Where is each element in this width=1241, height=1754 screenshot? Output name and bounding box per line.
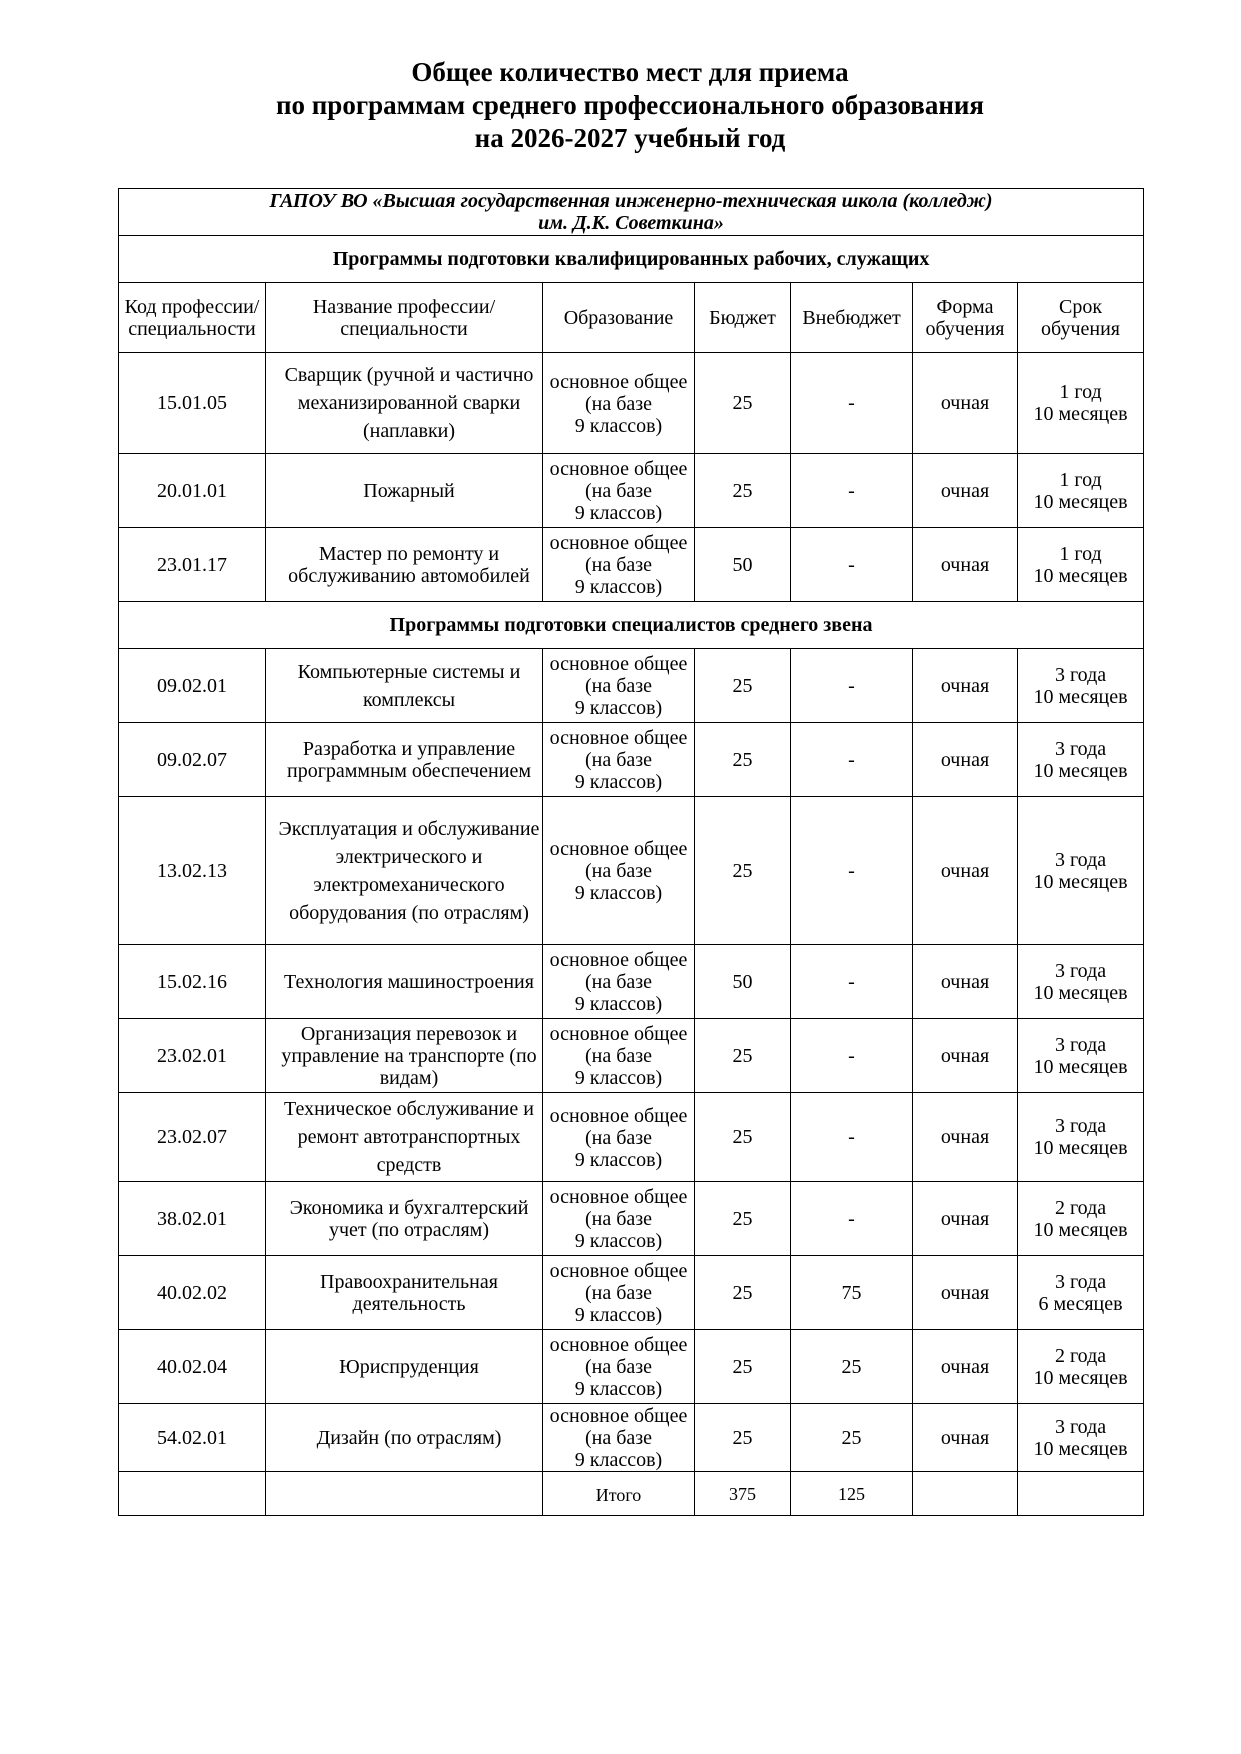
- education-line: основное общее: [549, 1405, 688, 1427]
- budget-places: 25: [695, 1330, 791, 1404]
- org-row: [119, 189, 1144, 236]
- section-row: [119, 236, 1144, 283]
- education-line: 9 классов): [574, 576, 663, 598]
- study-form: очная: [913, 454, 1018, 528]
- title-line-1: Общее количество мест для приема: [411, 57, 849, 87]
- study-term: [1018, 1256, 1144, 1330]
- budget-places: 25: [695, 649, 791, 723]
- program-name: Организация перевозок и управление на транспорте (по видам): [266, 1019, 543, 1093]
- education-line: основное общее: [549, 370, 688, 393]
- program-code: 15.02.16: [119, 945, 266, 1019]
- program-code: 54.02.01: [119, 1404, 266, 1472]
- table-row: [119, 945, 1144, 1019]
- section-row: [119, 602, 1144, 649]
- education-line: основное общее: [549, 1023, 688, 1045]
- table-row: [119, 723, 1144, 797]
- budget-places: 25: [695, 1256, 791, 1330]
- study-form: очная: [913, 945, 1018, 1019]
- education-cell: [543, 723, 695, 797]
- org-name: [119, 189, 1144, 236]
- education-line: основное общее: [549, 1260, 688, 1282]
- education-line: основное общее: [549, 1334, 688, 1356]
- program-name: Технология машиностроения: [266, 945, 543, 1019]
- program-code: 38.02.01: [119, 1182, 266, 1256]
- document-title: [0, 56, 1241, 155]
- program-code: 40.02.04: [119, 1330, 266, 1404]
- education-cell: [543, 1330, 695, 1404]
- program-name: Правоохранительная деятельность: [266, 1256, 543, 1330]
- education-cell: [543, 649, 695, 723]
- table-row: [119, 353, 1144, 454]
- study-term: [1018, 797, 1144, 945]
- program-code: 09.02.07: [119, 723, 266, 797]
- program-name: Компьютерные системы и комплексы: [266, 649, 543, 723]
- study-form: очная: [913, 1019, 1018, 1093]
- extra-budget-places: -: [791, 1093, 913, 1182]
- education-line: (на базе: [584, 749, 653, 771]
- education-cell: [543, 528, 695, 602]
- study-term-years: 3 года: [1054, 1033, 1107, 1056]
- education-line: (на базе: [584, 1356, 653, 1378]
- extra-budget-places: -: [791, 797, 913, 945]
- study-term-months: 6 месяцев: [1038, 1292, 1123, 1315]
- study-term: [1018, 1093, 1144, 1182]
- header-row: [119, 283, 1144, 353]
- study-term-months: 10 месяцев: [1033, 981, 1128, 1004]
- study-term-years: 3 года: [1054, 848, 1107, 871]
- budget-places: 25: [695, 723, 791, 797]
- study-term-years: 3 года: [1054, 663, 1107, 686]
- extra-budget-places: -: [791, 723, 913, 797]
- study-term-years: 3 года: [1054, 1115, 1107, 1137]
- admission-table: [118, 188, 1144, 1516]
- program-code: 13.02.13: [119, 797, 266, 945]
- study-term-months: 10 месяцев: [1033, 1137, 1128, 1159]
- education-line: 9 классов): [574, 1230, 663, 1252]
- education-line: (на базе: [584, 1045, 653, 1067]
- education-line: 9 классов): [574, 502, 663, 524]
- header-term: [1018, 283, 1144, 353]
- education-cell: [543, 1404, 695, 1472]
- table-row: [119, 1404, 1144, 1472]
- study-term-months: 10 месяцев: [1033, 564, 1128, 587]
- study-form: очная: [913, 528, 1018, 602]
- program-name: Разработка и управление программным обеспечением: [266, 723, 543, 797]
- program-name: Дизайн (по отраслям): [266, 1404, 543, 1472]
- education-cell: [543, 353, 695, 454]
- total-empty-name: [266, 1472, 543, 1516]
- header-form-line-2: обучения: [925, 317, 1005, 340]
- table-row: [119, 528, 1144, 602]
- education-cell: [543, 454, 695, 528]
- table-row: [119, 1093, 1144, 1182]
- education-line: 9 классов): [574, 882, 663, 904]
- study-term-years: 1 год: [1059, 468, 1102, 491]
- study-form: очная: [913, 353, 1018, 454]
- education-line: 9 классов): [574, 697, 663, 719]
- table-row: [119, 797, 1144, 945]
- study-form: очная: [913, 649, 1018, 723]
- header-name: [266, 283, 543, 353]
- header-code-line-2: специальности: [128, 317, 256, 340]
- education-cell: [543, 1256, 695, 1330]
- header-form: [913, 283, 1018, 353]
- study-term: [1018, 1019, 1144, 1093]
- education-cell: [543, 797, 695, 945]
- total-empty-code: [119, 1472, 266, 1516]
- program-code: 23.01.17: [119, 528, 266, 602]
- extra-budget-places: 25: [791, 1404, 913, 1472]
- extra-budget-places: -: [791, 649, 913, 723]
- education-line: 9 классов): [574, 1067, 663, 1089]
- extra-budget-places: 75: [791, 1256, 913, 1330]
- education-line: основное общее: [549, 653, 688, 675]
- header-code-line-1: Код профессии/: [124, 295, 260, 318]
- study-term-months: 10 месяцев: [1033, 403, 1128, 425]
- extra-budget-places: -: [791, 454, 913, 528]
- education-line: (на базе: [584, 1126, 653, 1149]
- study-term-months: 10 месяцев: [1033, 1366, 1128, 1389]
- education-line: 9 классов): [574, 771, 663, 793]
- education-line: (на базе: [584, 1427, 653, 1449]
- org-line-2: им. Д.К. Советкина»: [538, 212, 724, 234]
- program-code: 23.02.07: [119, 1093, 266, 1182]
- program-code: 23.02.01: [119, 1019, 266, 1093]
- header-code: [119, 283, 266, 353]
- study-term-months: 10 месяцев: [1033, 685, 1128, 708]
- budget-places: 25: [695, 353, 791, 454]
- program-name: Пожарный: [266, 454, 543, 528]
- education-line: 9 классов): [574, 1148, 663, 1171]
- study-term-years: 1 год: [1059, 542, 1102, 565]
- extra-budget-places: -: [791, 528, 913, 602]
- header-extra-budget: Внебюджет: [791, 283, 913, 353]
- program-name: Эксплуатация и обслуживание электрического и электромеханического оборудования (по отраслям): [266, 797, 543, 945]
- education-line: основное общее: [549, 1104, 688, 1127]
- header-budget: Бюджет: [695, 283, 791, 353]
- study-form: очная: [913, 1256, 1018, 1330]
- table-row: [119, 1256, 1144, 1330]
- program-code: 40.02.02: [119, 1256, 266, 1330]
- education-line: (на базе: [584, 480, 653, 502]
- education-line: (на базе: [584, 971, 653, 993]
- program-code: 09.02.01: [119, 649, 266, 723]
- table-row: [119, 1182, 1144, 1256]
- education-cell: [543, 945, 695, 1019]
- study-term-months: 10 месяцев: [1033, 759, 1128, 782]
- education-line: основное общее: [549, 949, 688, 971]
- study-term: [1018, 1330, 1144, 1404]
- education-line: основное общее: [549, 727, 688, 749]
- extra-budget-places: -: [791, 945, 913, 1019]
- education-line: основное общее: [549, 458, 688, 480]
- budget-places: 50: [695, 945, 791, 1019]
- study-term-months: 10 месяцев: [1033, 1055, 1128, 1078]
- study-term-years: 2 года: [1054, 1196, 1107, 1219]
- total-empty-form: [913, 1472, 1018, 1516]
- table-row: [119, 1330, 1144, 1404]
- study-term-months: 10 месяцев: [1033, 490, 1128, 513]
- education-cell: [543, 1093, 695, 1182]
- education-line: (на базе: [584, 554, 653, 576]
- extra-budget-places: -: [791, 353, 913, 454]
- title-line-3: на 2026-2027 учебный год: [474, 123, 786, 153]
- header-term-line-1: Срок: [1059, 295, 1103, 318]
- education-line: (на базе: [584, 392, 653, 415]
- study-form: очная: [913, 797, 1018, 945]
- study-form: очная: [913, 1330, 1018, 1404]
- study-term: [1018, 945, 1144, 1019]
- total-label: Итого: [543, 1472, 695, 1516]
- study-term-years: 3 года: [1054, 1415, 1107, 1438]
- total-extra-budget: 125: [791, 1472, 913, 1516]
- study-form: очная: [913, 1093, 1018, 1182]
- program-code: 20.01.01: [119, 454, 266, 528]
- study-term: [1018, 353, 1144, 454]
- study-term-years: 3 года: [1054, 959, 1107, 982]
- study-term: [1018, 723, 1144, 797]
- study-term-months: 10 месяцев: [1033, 870, 1128, 893]
- study-form: очная: [913, 1404, 1018, 1472]
- extra-budget-places: -: [791, 1182, 913, 1256]
- study-term: [1018, 649, 1144, 723]
- total-empty-term: [1018, 1472, 1144, 1516]
- org-line-1: ГАПОУ ВО «Высшая государственная инженерно-техническая школа (колледж): [269, 190, 993, 212]
- education-line: 9 классов): [574, 1449, 663, 1471]
- program-name: Юриспруденция: [266, 1330, 543, 1404]
- study-term-years: 3 года: [1054, 737, 1107, 760]
- title-line-2: по программам среднего профессионального образования: [275, 90, 985, 120]
- budget-places: 25: [695, 797, 791, 945]
- budget-places: 25: [695, 1404, 791, 1472]
- program-name: Техническое обслуживание и ремонт автотранспортных средств: [266, 1093, 543, 1182]
- program-name: Экономика и бухгалтерский учет (по отраслям): [266, 1182, 543, 1256]
- table-row: [119, 1019, 1144, 1093]
- education-line: (на базе: [584, 860, 653, 882]
- study-form: очная: [913, 723, 1018, 797]
- education-line: (на базе: [584, 1208, 653, 1230]
- education-line: основное общее: [549, 532, 688, 554]
- section-title: Программы подготовки квалифицированных рабочих, служащих: [119, 236, 1144, 283]
- study-term-months: 10 месяцев: [1033, 1218, 1128, 1241]
- program-code: 15.01.05: [119, 353, 266, 454]
- extra-budget-places: -: [791, 1019, 913, 1093]
- education-line: (на базе: [584, 675, 653, 697]
- program-name: Мастер по ремонту и обслуживанию автомобилей: [266, 528, 543, 602]
- header-form-line-1: Форма: [936, 295, 994, 318]
- total-row: [119, 1472, 1144, 1516]
- header-name-line-1: Название профессии/: [312, 295, 496, 318]
- extra-budget-places: 25: [791, 1330, 913, 1404]
- budget-places: 25: [695, 1019, 791, 1093]
- study-term-years: 2 года: [1054, 1344, 1107, 1367]
- table-row: [119, 454, 1144, 528]
- header-name-line-2: специальности: [340, 317, 468, 340]
- education-line: основное общее: [549, 1186, 688, 1208]
- table-row: [119, 649, 1144, 723]
- education-line: 9 классов): [574, 414, 663, 437]
- budget-places: 25: [695, 1182, 791, 1256]
- header-term-line-2: обучения: [1041, 317, 1121, 340]
- header-education: Образование: [543, 283, 695, 353]
- education-line: 9 классов): [574, 1378, 663, 1400]
- study-term-years: 3 года: [1054, 1270, 1107, 1293]
- education-line: 9 классов): [574, 993, 663, 1015]
- study-term: [1018, 528, 1144, 602]
- study-term: [1018, 1404, 1144, 1472]
- budget-places: 25: [695, 454, 791, 528]
- budget-places: 25: [695, 1093, 791, 1182]
- education-cell: [543, 1182, 695, 1256]
- program-name: Сварщик (ручной и частично механизированной сварки (наплавки): [266, 353, 543, 454]
- section-title: Программы подготовки специалистов среднего звена: [119, 602, 1144, 649]
- education-line: основное общее: [549, 838, 688, 860]
- education-line: (на базе: [584, 1282, 653, 1304]
- study-form: очная: [913, 1182, 1018, 1256]
- study-term: [1018, 1182, 1144, 1256]
- education-line: 9 классов): [574, 1304, 663, 1326]
- education-cell: [543, 1019, 695, 1093]
- study-term-years: 1 год: [1059, 381, 1102, 403]
- study-term-months: 10 месяцев: [1033, 1437, 1128, 1460]
- total-budget: 375: [695, 1472, 791, 1516]
- budget-places: 50: [695, 528, 791, 602]
- study-term: [1018, 454, 1144, 528]
